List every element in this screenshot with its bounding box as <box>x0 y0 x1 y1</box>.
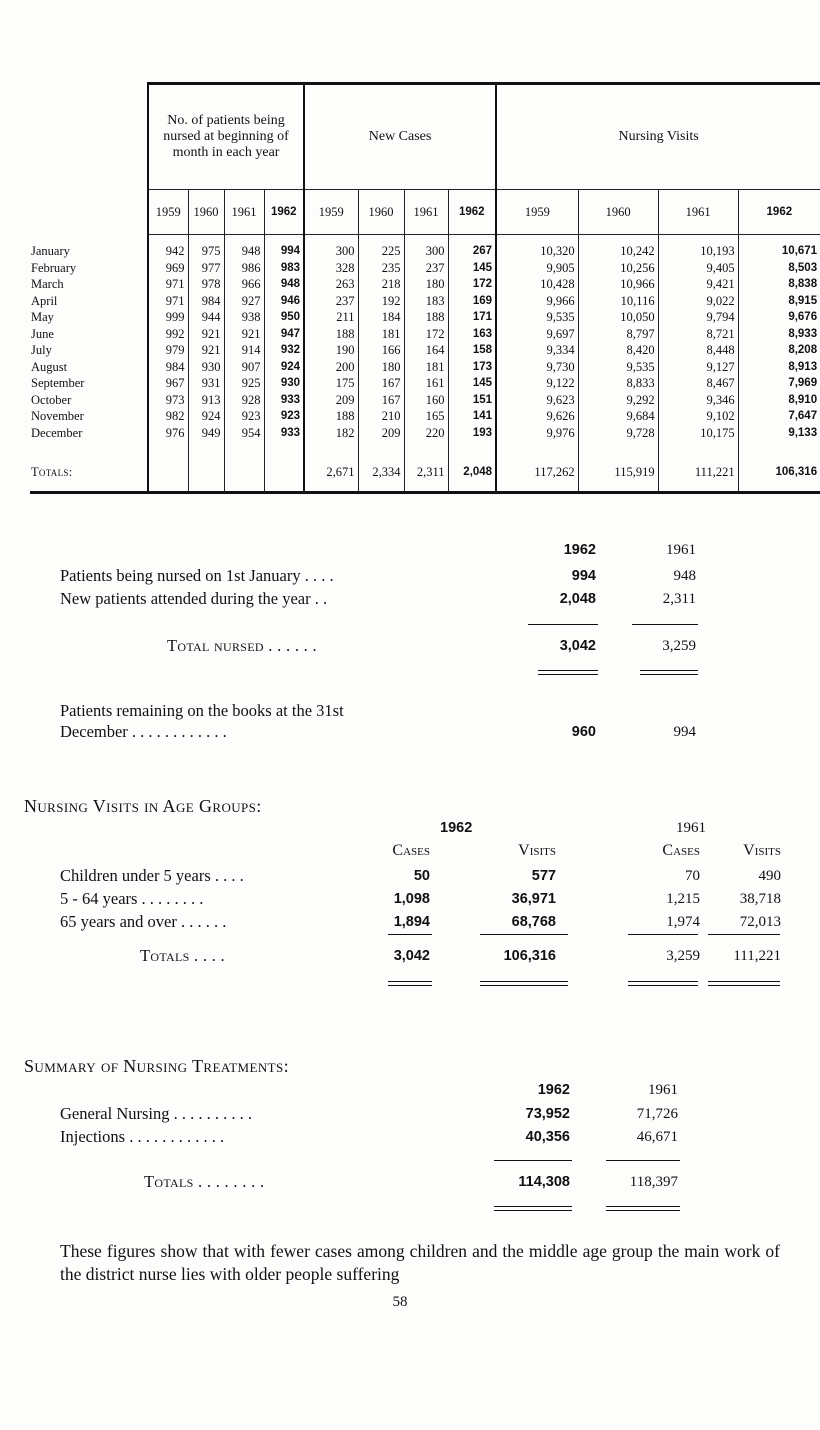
table-cell: 7,647 <box>738 408 820 425</box>
table-cell: 921 <box>188 326 224 343</box>
table-cell: 921 <box>224 326 264 343</box>
table-cell: 165 <box>404 408 448 425</box>
table-cell: 8,420 <box>578 342 658 359</box>
table-cell: 924 <box>264 359 304 376</box>
table-cell: 979 <box>148 342 188 359</box>
treatment-1961: 46,671 <box>636 1129 678 1145</box>
table-row <box>30 408 820 425</box>
table-cell: 267 <box>448 243 496 260</box>
year-header: 1961 <box>658 190 738 235</box>
summary-year-1961: 1961 <box>666 542 696 558</box>
table-cell: 914 <box>224 342 264 359</box>
table-cell: 10,320 <box>496 243 578 260</box>
month-label: May <box>31 310 54 324</box>
table-cell: 166 <box>358 342 404 359</box>
rule <box>494 1160 572 1161</box>
totals-cell <box>224 453 264 493</box>
double-rule <box>628 981 698 986</box>
table-row <box>30 425 820 442</box>
table-cell: 9,728 <box>578 425 658 442</box>
table-cell: 8,838 <box>738 276 820 293</box>
table-cell: 907 <box>224 359 264 376</box>
table-cell: 948 <box>264 276 304 293</box>
month-label: October <box>31 392 72 407</box>
new-patients-1962: 2,048 <box>559 591 596 607</box>
table-cell: 9,697 <box>496 326 578 343</box>
age-cases-1961: 1,215 <box>666 891 700 907</box>
table-cell: 971 <box>148 293 188 310</box>
table-cell: 986 <box>224 260 264 277</box>
table-cell: 967 <box>148 375 188 392</box>
table-cell: 10,256 <box>578 260 658 277</box>
table-cell: 949 <box>188 425 224 442</box>
table-cell: 200 <box>304 359 358 376</box>
table-cell: 210 <box>358 408 404 425</box>
totals-cell: 117,262 <box>496 453 578 493</box>
table-cell: 924 <box>188 408 224 425</box>
year-header: 1959 <box>496 190 578 235</box>
table-row <box>30 309 820 326</box>
age-year-1961: 1961 <box>676 820 706 836</box>
patients-first-january-label: Patients being nursed on 1st January . . . . <box>60 566 334 585</box>
patients-group-header: No. of patients being nursed at beginning of month in each year <box>148 84 304 190</box>
table-cell: 9,405 <box>658 260 738 277</box>
age-cases-1961: 70 <box>685 868 700 884</box>
table-row <box>30 392 820 409</box>
double-rule <box>606 1206 680 1211</box>
totals-cell: 2,048 <box>448 453 496 493</box>
table-cell: 209 <box>358 425 404 442</box>
table-cell: 218 <box>358 276 404 293</box>
table-cell: 169 <box>448 293 496 310</box>
table-row <box>30 243 820 260</box>
double-rule <box>388 981 432 986</box>
totals-cell: 2,311 <box>404 453 448 493</box>
table-cell: 141 <box>448 408 496 425</box>
age-groups-heading: Nursing Visits in Age Groups: <box>24 796 262 816</box>
table-cell: 183 <box>404 293 448 310</box>
table-row <box>30 359 820 376</box>
table-cell: 9,133 <box>738 425 820 442</box>
month-label: July <box>31 343 52 357</box>
table-cell: 225 <box>358 243 404 260</box>
table-cell: 10,050 <box>578 309 658 326</box>
month-label: August <box>31 359 68 374</box>
totals-cell: 115,919 <box>578 453 658 493</box>
table-cell: 209 <box>304 392 358 409</box>
age-visits-1961: 490 <box>758 868 781 884</box>
table-cell: 188 <box>304 408 358 425</box>
table-cell: 151 <box>448 392 496 409</box>
table-cell: 9,730 <box>496 359 578 376</box>
year-header: 1962 <box>448 190 496 235</box>
year-header: 1960 <box>188 190 224 235</box>
table-row <box>30 260 820 277</box>
year-header: 1962 <box>738 190 820 235</box>
rule <box>388 934 432 935</box>
double-rule <box>494 1206 572 1211</box>
rule <box>606 1160 680 1161</box>
year-header: 1959 <box>304 190 358 235</box>
age-visits-1961: 72,013 <box>739 914 781 930</box>
table-cell: 237 <box>304 293 358 310</box>
table-cell: 950 <box>264 309 304 326</box>
table-cell: 913 <box>188 392 224 409</box>
table-row <box>30 342 820 359</box>
table-cell: 172 <box>448 276 496 293</box>
table-cell: 969 <box>148 260 188 277</box>
treatment-1961: 71,726 <box>636 1106 678 1122</box>
year-header-row <box>30 190 820 235</box>
table-cell: 994 <box>264 243 304 260</box>
total-nursed-1961: 3,259 <box>662 638 696 654</box>
table-cell: 976 <box>148 425 188 442</box>
table-cell: 145 <box>448 375 496 392</box>
double-rule <box>708 981 780 986</box>
cases-column-header: Cases <box>392 842 430 859</box>
double-rule <box>538 670 598 675</box>
table-cell: 161 <box>404 375 448 392</box>
table-cell: 188 <box>404 309 448 326</box>
totals-label: Totals: <box>30 453 148 493</box>
month-label: June <box>31 326 54 341</box>
totals-cell: 106,316 <box>738 453 820 493</box>
table-cell: 927 <box>224 293 264 310</box>
totals-cell <box>188 453 224 493</box>
treatments-totals-label: Totals . . . . . . . . <box>144 1172 265 1191</box>
table-cell: 8,913 <box>738 359 820 376</box>
age-cases-1962: 1,098 <box>393 891 430 907</box>
treatment-label: General Nursing . . . . . . . . . . <box>60 1104 253 1123</box>
table-cell: 8,915 <box>738 293 820 310</box>
table-cell: 180 <box>404 276 448 293</box>
table-cell: 180 <box>358 359 404 376</box>
table-cell: 9,905 <box>496 260 578 277</box>
table-cell: 10,242 <box>578 243 658 260</box>
treatment-1962: 73,952 <box>525 1106 570 1122</box>
year-header: 1961 <box>224 190 264 235</box>
table-cell: 9,022 <box>658 293 738 310</box>
table-cell: 948 <box>224 243 264 260</box>
table-cell: 160 <box>404 392 448 409</box>
table-cell: 211 <box>304 309 358 326</box>
double-rule <box>480 981 568 986</box>
age-group-label: Children under 5 years . . . . <box>60 866 244 885</box>
age-visits-1961: 38,718 <box>739 891 781 907</box>
table-cell: 944 <box>188 309 224 326</box>
table-cell: 931 <box>188 375 224 392</box>
treatments-totals-1962: 114,308 <box>518 1174 570 1190</box>
table-cell: 9,966 <box>496 293 578 310</box>
age-totals-cases-1961: 3,259 <box>666 948 700 964</box>
table-row <box>30 375 820 392</box>
table-cell: 938 <box>224 309 264 326</box>
treatment-1962: 40,356 <box>525 1129 570 1145</box>
new-patients-label: New patients attended during the year . . <box>60 589 328 608</box>
patients-first-january-1962: 994 <box>571 568 596 584</box>
table-cell: 933 <box>264 425 304 442</box>
age-year-1962: 1962 <box>440 820 473 836</box>
age-totals-visits-1961: 111,221 <box>733 948 781 964</box>
table-cell: 977 <box>188 260 224 277</box>
table-cell: 173 <box>448 359 496 376</box>
table-cell: 188 <box>304 326 358 343</box>
table-cell: 220 <box>404 425 448 442</box>
table-cell: 9,535 <box>578 359 658 376</box>
table-cell: 193 <box>448 425 496 442</box>
total-nursed-1962: 3,042 <box>559 638 596 654</box>
totals-cell: 111,221 <box>658 453 738 493</box>
table-cell: 300 <box>304 243 358 260</box>
year-header: 1959 <box>148 190 188 235</box>
table-cell: 942 <box>148 243 188 260</box>
table-cell: 9,346 <box>658 392 738 409</box>
table-cell: 8,448 <box>658 342 738 359</box>
rule <box>632 624 698 625</box>
patients-remaining-label-2: December . . . . . . . . . . . . <box>60 722 227 741</box>
table-cell: 923 <box>224 408 264 425</box>
table-cell: 182 <box>304 425 358 442</box>
table-cell: 8,721 <box>658 326 738 343</box>
treatments-totals-1961: 118,397 <box>629 1174 678 1190</box>
table-cell: 9,623 <box>496 392 578 409</box>
table-cell: 158 <box>448 342 496 359</box>
age-cases-1961: 1,974 <box>666 914 700 930</box>
table-cell: 9,292 <box>578 392 658 409</box>
month-label: April <box>31 293 58 308</box>
year-header: 1960 <box>358 190 404 235</box>
totals-row <box>30 453 820 493</box>
table-cell: 971 <box>148 276 188 293</box>
patients-remaining-1962: 960 <box>571 724 596 740</box>
table-cell: 9,626 <box>496 408 578 425</box>
age-totals-visits-1962: 106,316 <box>503 948 556 964</box>
age-visits-1962: 68,768 <box>511 914 556 930</box>
monthly-statistics-table <box>30 82 820 494</box>
visits-column-header: Visits <box>518 842 556 859</box>
month-label: March <box>31 277 64 291</box>
table-cell: 9,794 <box>658 309 738 326</box>
table-cell: 9,421 <box>658 276 738 293</box>
table-cell: 8,910 <box>738 392 820 409</box>
totals-cell <box>148 453 188 493</box>
age-visits-1962: 36,971 <box>511 891 556 907</box>
table-cell: 8,467 <box>658 375 738 392</box>
age-group-label: 65 years and over . . . . . . <box>60 912 227 931</box>
table-cell: 932 <box>264 342 304 359</box>
table-cell: 933 <box>264 392 304 409</box>
table-cell: 300 <box>404 243 448 260</box>
table-cell: 8,503 <box>738 260 820 277</box>
total-nursed-label: Total nursed . . . . . . <box>167 636 317 655</box>
body-paragraph: These figures show that with fewer cases among children and the middle age group the main work of the district nurse lies with older people suffering <box>60 1241 780 1284</box>
treatments-year-1962: 1962 <box>537 1082 570 1098</box>
table-cell: 946 <box>264 293 304 310</box>
table-cell: 999 <box>148 309 188 326</box>
new-patients-1961: 2,311 <box>662 591 696 607</box>
table-cell: 9,684 <box>578 408 658 425</box>
table-cell: 930 <box>188 359 224 376</box>
table-row <box>30 326 820 343</box>
table-cell: 181 <box>404 359 448 376</box>
table-cell: 190 <box>304 342 358 359</box>
totals-cell: 2,334 <box>358 453 404 493</box>
table-cell: 954 <box>224 425 264 442</box>
treatments-heading: Summary of Nursing Treatments: <box>24 1056 289 1076</box>
table-cell: 8,797 <box>578 326 658 343</box>
table-cell: 978 <box>188 276 224 293</box>
age-totals-label: Totals . . . . <box>140 946 225 965</box>
rule <box>708 934 780 935</box>
summary-year-1962: 1962 <box>563 542 596 558</box>
table-cell: 8,208 <box>738 342 820 359</box>
table-cell: 975 <box>188 243 224 260</box>
table-cell: 992 <box>148 326 188 343</box>
table-cell: 145 <box>448 260 496 277</box>
age-totals-cases-1962: 3,042 <box>393 948 430 964</box>
table-cell: 237 <box>404 260 448 277</box>
year-header: 1962 <box>264 190 304 235</box>
table-cell: 172 <box>404 326 448 343</box>
age-visits-1962: 577 <box>531 868 556 884</box>
table-cell: 928 <box>224 392 264 409</box>
nursing-visits-group-header: Nursing Visits <box>496 84 820 190</box>
table-cell: 192 <box>358 293 404 310</box>
table-cell: 184 <box>358 309 404 326</box>
table-cell: 982 <box>148 408 188 425</box>
month-label: November <box>31 409 84 423</box>
table-cell: 925 <box>224 375 264 392</box>
totals-cell <box>264 453 304 493</box>
treatment-label: Injections . . . . . . . . . . . . <box>60 1127 225 1146</box>
patients-remaining-label: Patients remaining on the books at the 31st <box>60 701 344 720</box>
table-cell: 7,969 <box>738 375 820 392</box>
month-label: September <box>31 376 85 390</box>
cases-column-header: Cases <box>662 842 700 859</box>
table-cell: 10,671 <box>738 243 820 260</box>
table-cell: 10,175 <box>658 425 738 442</box>
table-cell: 10,116 <box>578 293 658 310</box>
table-cell: 9,102 <box>658 408 738 425</box>
rule <box>528 624 598 625</box>
table-cell: 8,933 <box>738 326 820 343</box>
visits-column-header: Visits <box>743 842 781 859</box>
table-cell: 10,966 <box>578 276 658 293</box>
table-cell: 181 <box>358 326 404 343</box>
table-cell: 167 <box>358 375 404 392</box>
table-cell: 983 <box>264 260 304 277</box>
age-group-label: 5 - 64 years . . . . . . . . <box>60 889 204 908</box>
year-header: 1961 <box>404 190 448 235</box>
table-cell: 921 <box>188 342 224 359</box>
table-cell: 263 <box>304 276 358 293</box>
table-cell: 10,428 <box>496 276 578 293</box>
table-cell: 9,122 <box>496 375 578 392</box>
age-cases-1962: 50 <box>413 868 430 884</box>
year-header: 1960 <box>578 190 658 235</box>
patients-remaining-1961: 994 <box>673 724 696 740</box>
table-cell: 984 <box>188 293 224 310</box>
table-cell: 171 <box>448 309 496 326</box>
totals-cell: 2,671 <box>304 453 358 493</box>
table-cell: 9,127 <box>658 359 738 376</box>
table-row <box>30 276 820 293</box>
table-cell: 930 <box>264 375 304 392</box>
table-cell: 8,833 <box>578 375 658 392</box>
table-cell: 9,676 <box>738 309 820 326</box>
table-cell: 328 <box>304 260 358 277</box>
month-label: January <box>31 244 70 258</box>
table-cell: 163 <box>448 326 496 343</box>
double-rule <box>640 670 698 675</box>
treatments-year-1961: 1961 <box>648 1082 678 1098</box>
table-cell: 10,193 <box>658 243 738 260</box>
table-cell: 947 <box>264 326 304 343</box>
rule <box>628 934 698 935</box>
table-cell: 9,976 <box>496 425 578 442</box>
table-row <box>30 293 820 310</box>
table-cell: 984 <box>148 359 188 376</box>
table-cell: 973 <box>148 392 188 409</box>
table-cell: 9,535 <box>496 309 578 326</box>
patients-first-january-1961: 948 <box>673 568 696 584</box>
table-cell: 9,334 <box>496 342 578 359</box>
month-label: December <box>31 425 83 440</box>
table-cell: 235 <box>358 260 404 277</box>
page-number: 58 <box>392 1294 408 1310</box>
month-label: February <box>31 260 77 275</box>
age-cases-1962: 1,894 <box>393 914 430 930</box>
table-cell: 175 <box>304 375 358 392</box>
table-cell: 167 <box>358 392 404 409</box>
table-cell: 164 <box>404 342 448 359</box>
table-cell: 966 <box>224 276 264 293</box>
rule <box>480 934 568 935</box>
table-cell: 923 <box>264 408 304 425</box>
group-header-row <box>30 84 820 190</box>
new-cases-group-header: New Cases <box>304 84 496 190</box>
